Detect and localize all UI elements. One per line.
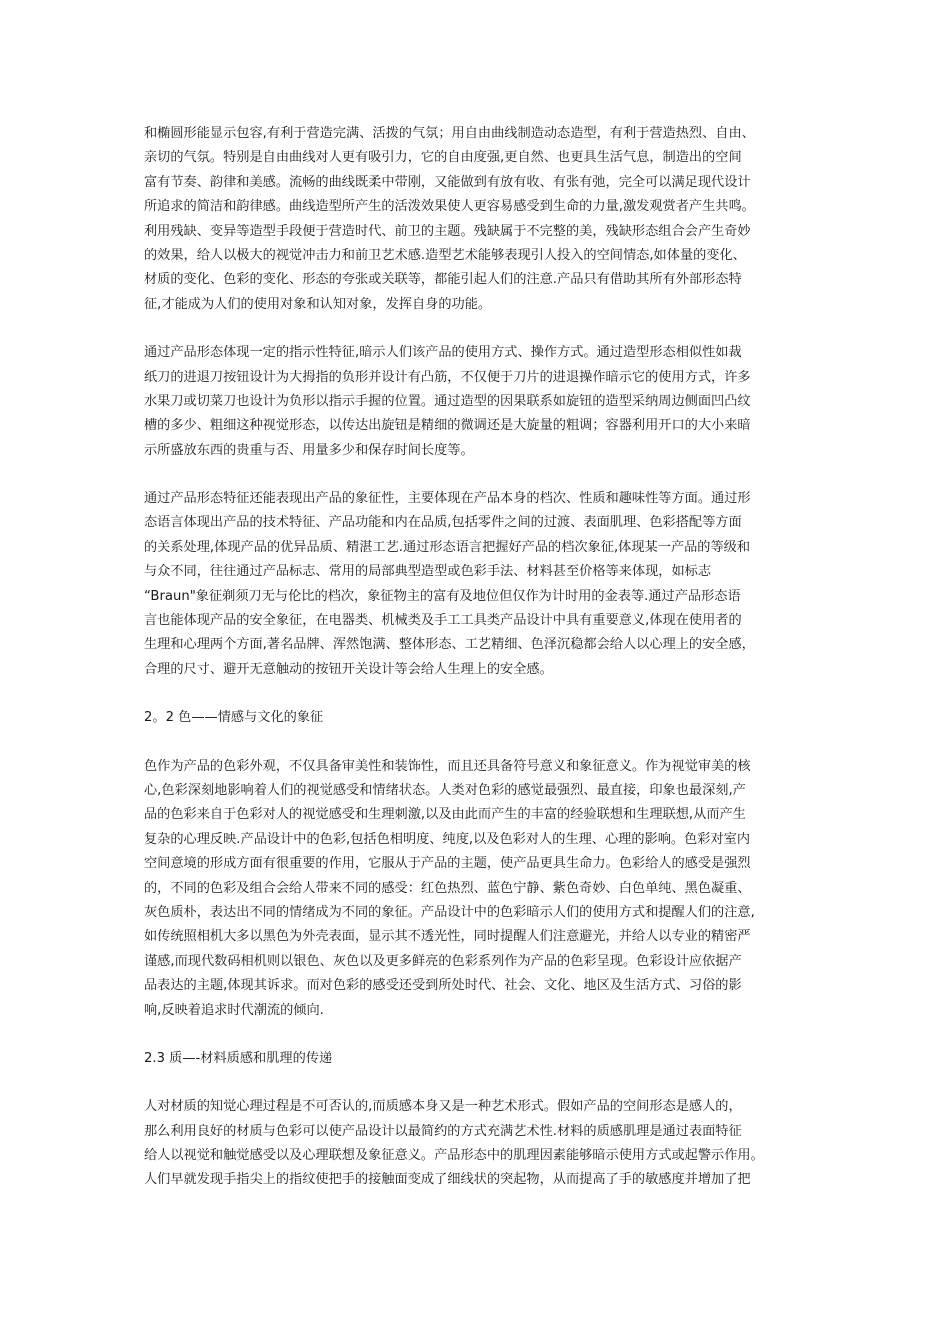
- text-line: 的，不同的色彩及组合会给人带来不同的感受：红色热烈、蓝色宁静、紫色奇妙、白色单纯、黑色凝重、: [144, 880, 751, 896]
- text-line: 通过产品形态体现一定的指示性特征,暗示人们该产品的使用方式、操作方式。通过造型形态相似性如裁: [144, 345, 742, 361]
- text-line: 色作为产品的色彩外观，不仅具备审美性和装饰性，而且还具备符号意义和象征意义。作为视觉审美的核: [144, 758, 751, 774]
- text-line: 的关系处理,体现产品的优异品质、精湛工艺.通过形态语言把握好产品的档次象征,体现某一产品的等级和: [144, 539, 751, 555]
- text-line: 水果刀或切菜刀也设计为负形以指示手握的位置。通过造型的因果联系如旋钮的造型采纳周边侧面凹凸纹: [144, 393, 751, 409]
- paragraph-curves: [144, 122, 816, 317]
- section-heading-material: 2.3 质—-材料质感和肌理的传递: [144, 1050, 333, 1066]
- paragraph-color: [144, 755, 816, 1023]
- text-line: 亲切的气氛。特别是自由曲线对人更有吸引力，它的自由度强,更自然、也更具生活气息，制造出的空间: [144, 150, 742, 166]
- paragraph-gap: [144, 463, 816, 487]
- document-page: [144, 122, 816, 1193]
- text-line: 示所盛放东西的贵重与否、用量多少和保存时间长度等。: [144, 442, 474, 458]
- text-line: 品表达的主题,体现其诉求。而对色彩的感受还受到所处时代、社会、文化、地区及生活方式、习俗的影: [144, 978, 742, 994]
- text-line: 征,才能成为人们的使用对象和认知对象，发挥自身的功能。: [144, 296, 492, 312]
- text-line: 空间意境的形成方面有很重要的作用，它服从于产品的主题，使产品更具生命力。色彩给人的感受是强烈: [144, 856, 751, 872]
- text-line: “Braun"象征剃须刀无与伦比的档次，象征物主的富有及地位但仅作为计时用的金表等.通过产品形态语: [144, 588, 741, 604]
- text-line: 品的色彩来自于色彩对人的视觉感受和生理刺激,以及由此而产生的丰富的经验联想和生理联想,从而产生: [144, 807, 746, 823]
- text-line: 的效果，给人以极大的视觉冲击力和前卫艺术感.造型艺术能够表现引人投入的空间情态,如体量的变化、: [144, 247, 746, 263]
- text-line: 材质的变化、色彩的变化、形态的夸张或关联等，都能引起人们的注意.产品只有借助其所有外部形态特: [144, 272, 742, 288]
- text-line: 合理的尺寸、避开无意触动的按钮开关设计等会给人生理上的安全感。: [144, 661, 553, 677]
- text-line: 槽的多少、粗细这种视觉形态，以传达出旋钮是精细的微调还是大旋量的粗调；容器利用开口的大小来暗: [144, 418, 751, 434]
- text-line: 利用残缺、变异等造型手段便于营造时代、前卫的主题。残缺属于不完整的美，残缺形态组合会产生奇妙: [144, 223, 751, 239]
- text-line: 那么利用良好的材质与色彩可以使产品设计以最简约的方式充满艺术性.材料的质感肌理是通过表面特征: [144, 1123, 742, 1139]
- text-line: 响,反映着追求时代潮流的倾向.: [144, 1002, 324, 1018]
- paragraph-symbolism: [144, 487, 816, 682]
- text-line: 谨感,而现代数码相机则以银色、灰色以及更多鲜亮的色彩系列作为产品的色彩呈现。色彩设计应依据产: [144, 953, 742, 969]
- paragraph-gap: [144, 682, 816, 706]
- text-line: 言也能体现产品的安全象征，在电器类、机械类及手工工具类产品设计中具有重要意义,体现在使用者的: [144, 613, 742, 629]
- section-heading-color: 2。2 色——情感与文化的象征: [144, 710, 324, 726]
- text-line: 富有节奏、韵律和美感。流畅的曲线既柔中带刚，又能做到有放有收、有张有弛，完全可以满足现代设计: [144, 174, 751, 190]
- paragraph-gap: [144, 1023, 816, 1047]
- paragraph-material: [144, 1095, 816, 1193]
- text-line: 生理和心理两个方面,著名品牌、浑然饱满、整体形态、工艺精细、色泽沉稳都会给人以心理上的安全感，: [144, 637, 755, 653]
- text-line: 通过产品形态特征还能表现出产品的象征性，主要体现在产品本身的档次、性质和趣味性等方面。通过形: [144, 491, 751, 507]
- text-line: 如传统照相机大多以黑色为外壳表面，显示其不透光性，同时提醒人们注意避光，并给人以专业的精密严: [144, 929, 751, 945]
- text-line: 人们早就发现手指尖上的指纹使把手的接触面变成了细线状的突起物，从而提高了手的敏感度并增加了把: [144, 1172, 751, 1188]
- text-line: 与众不同，往往通过产品标志、常用的局部典型造型或色彩手法、材料甚至价格等来体现，如标志: [144, 564, 712, 580]
- paragraph-gap: [144, 1071, 816, 1095]
- text-line: 给人以视觉和触觉感受以及心理联想及象征意义。产品形态中的肌理因素能够暗示使用方式或起警示作用。: [144, 1148, 764, 1164]
- paragraph-gap: [144, 731, 816, 755]
- text-line: 所追求的简洁和韵律感。曲线造型所产生的活泼效果使人更容易感受到生命的力量,激发观赏者产生共鸣。: [144, 199, 755, 215]
- text-line: 人对材质的知觉心理过程是不可否认的,而质感本身又是一种艺术形式。假如产品的空间形态是感人的，: [144, 1099, 742, 1115]
- text-line: 心,色彩深刻地影响着人们的视觉感受和情绪状态。人类对色彩的感觉最强烈、最直接，印象也最深刻,产: [144, 783, 746, 798]
- text-line: 灰色质朴，表达出不同的情绪成为不同的象征。产品设计中的色彩暗示人们的使用方式和提醒人们的注意,: [144, 904, 755, 920]
- text-line: 复杂的心理反映.产品设计中的色彩,包括色相明度、纯度,以及色彩对人的生理、心理的影响。色彩对室内: [144, 831, 751, 847]
- text-line: 和椭圆形能显示包容,有利于营造完满、活拨的气氛；用自由曲线制造动态造型，有利于营造热烈、自由、: [144, 126, 755, 141]
- paragraph-gap: [144, 317, 816, 341]
- text-line: 纸刀的进退刀按钮设计为大拇指的负形并设计有凸筋，不仅便于刀片的进退操作暗示它的使用方式，许多: [144, 369, 751, 385]
- text-line: 态语言体现出产品的技术特征、产品功能和内在品质,包括零件之间的过渡、表面肌理、色彩搭配等方面: [144, 515, 742, 531]
- paragraph-indication: [144, 341, 816, 463]
